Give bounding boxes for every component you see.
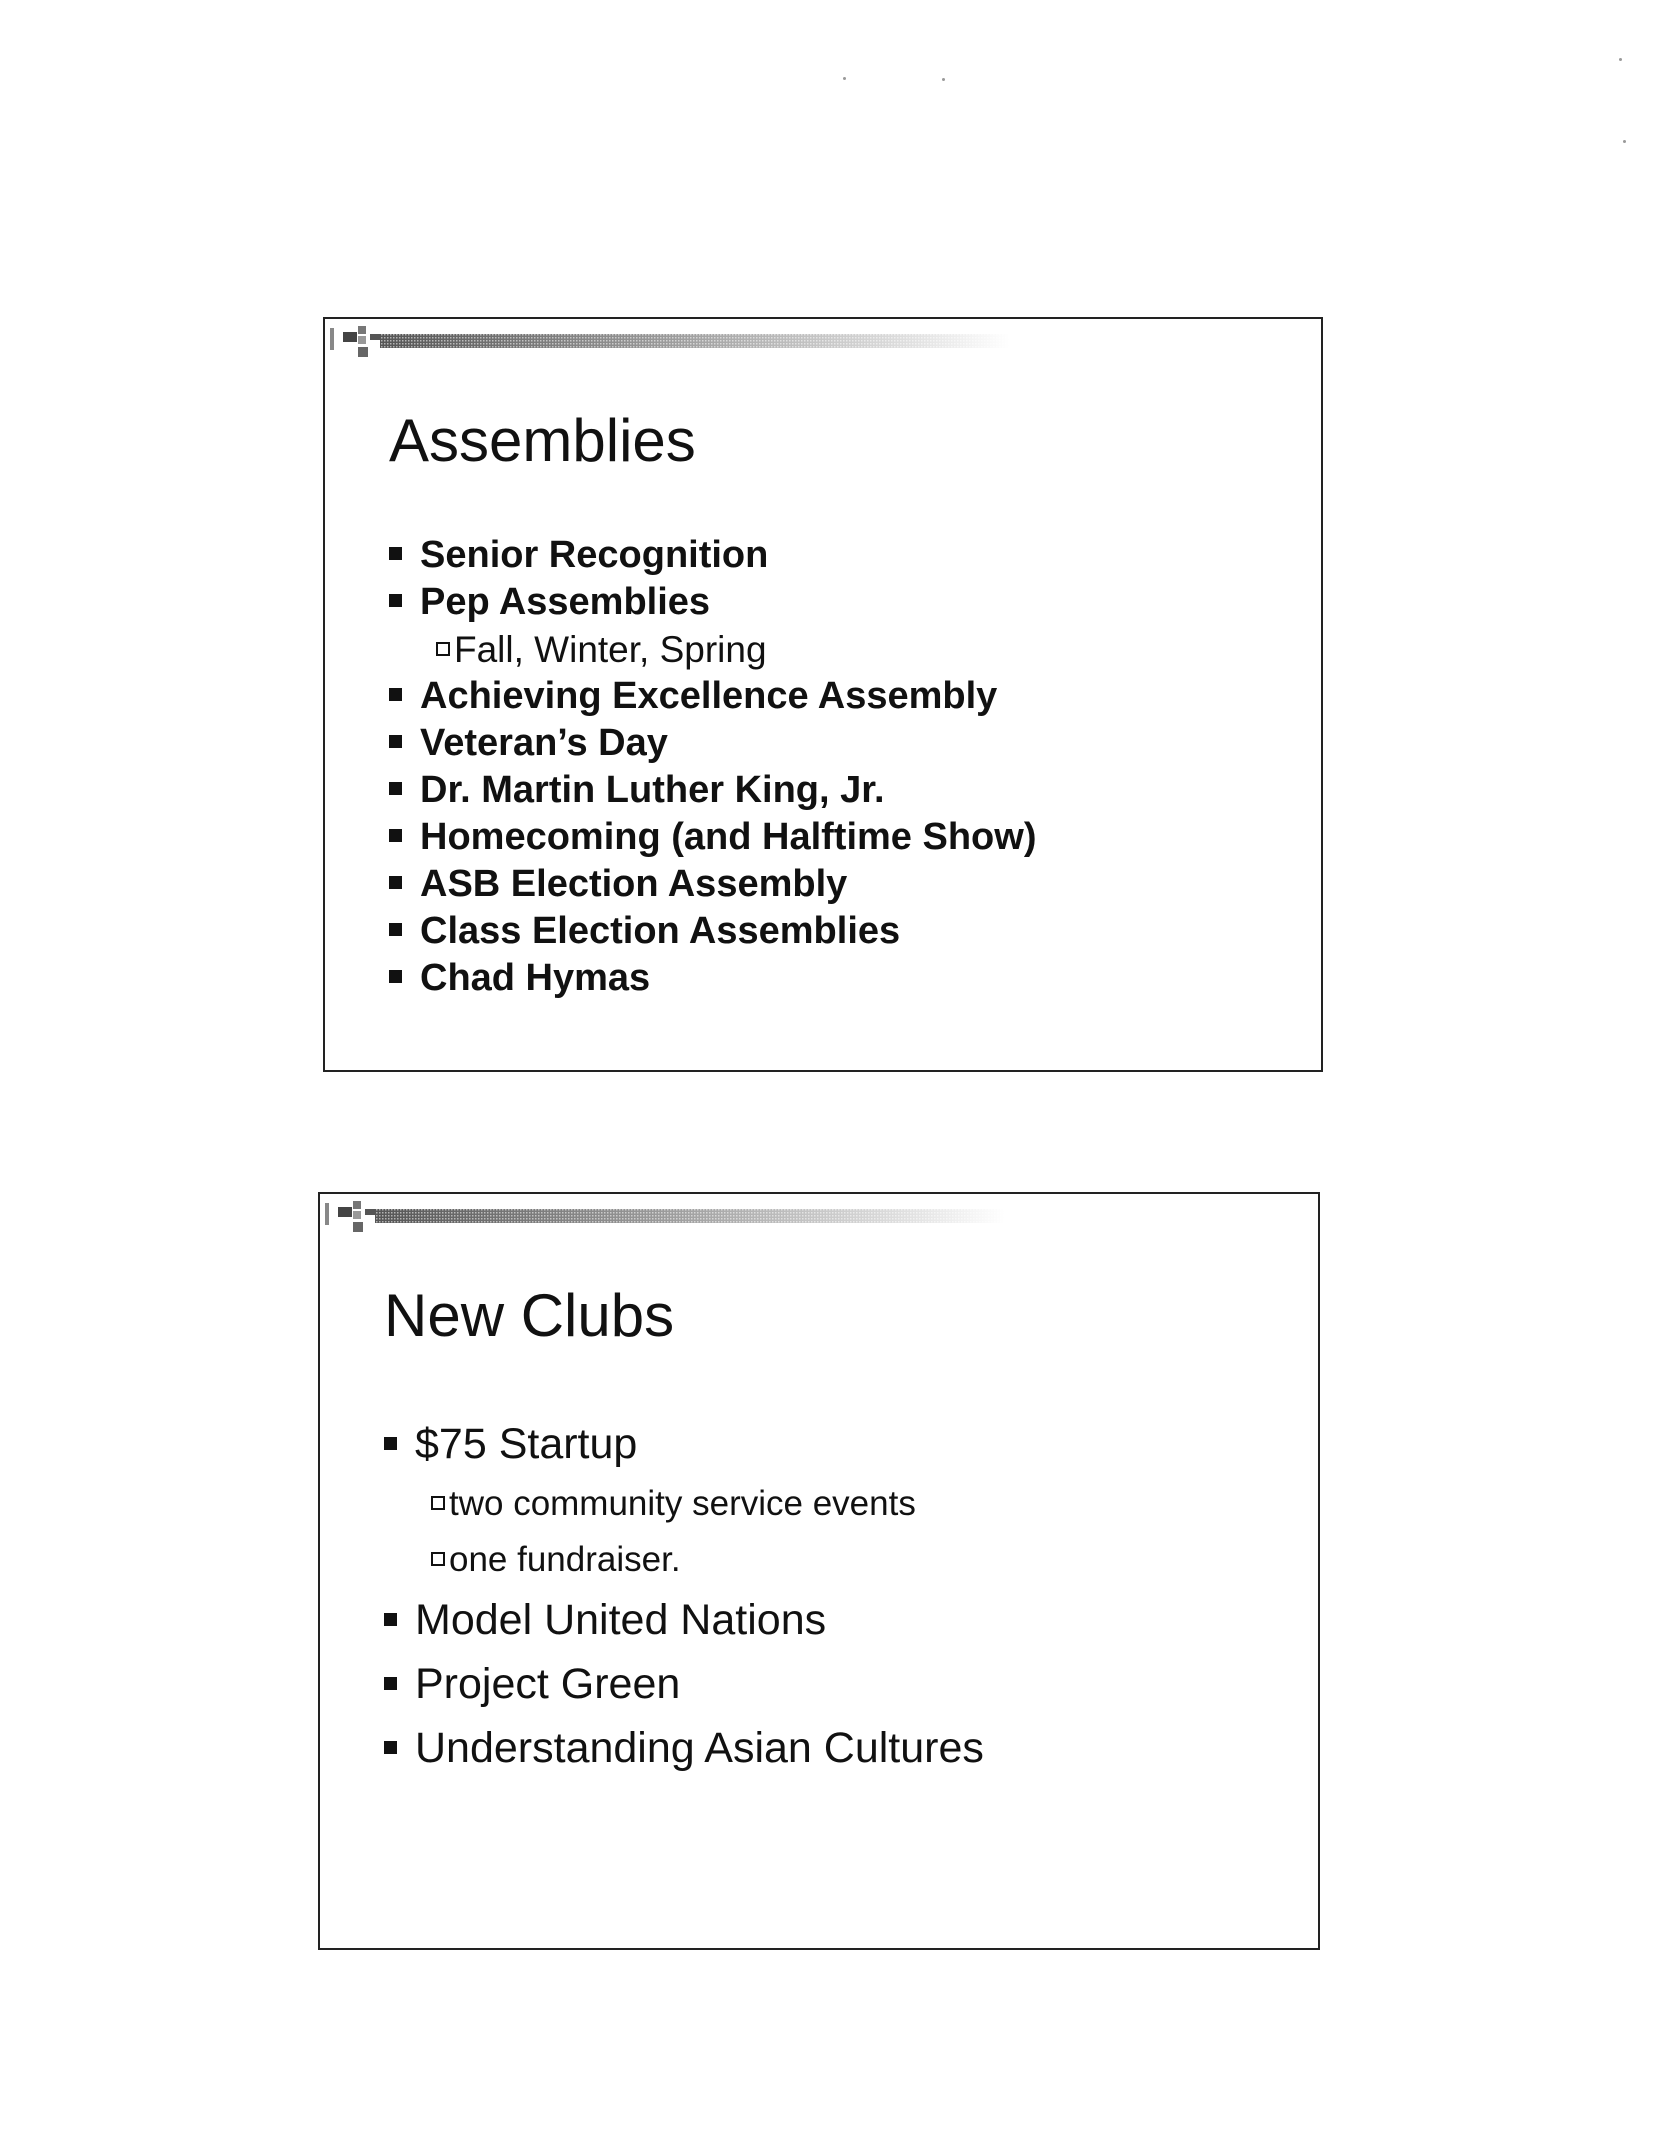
list-item-text: Fall, Winter, Spring bbox=[454, 629, 767, 670]
list-item bbox=[389, 767, 1036, 814]
list-item-text: Veteran’s Day bbox=[420, 722, 668, 764]
slide-title: New Clubs bbox=[384, 1282, 675, 1349]
filled-square-bullet-icon bbox=[389, 970, 402, 983]
filled-square-bullet-icon bbox=[389, 547, 402, 560]
scan-speck bbox=[843, 77, 846, 80]
filled-square-bullet-icon bbox=[389, 829, 402, 842]
slide-banner bbox=[330, 322, 1010, 358]
filled-square-bullet-icon bbox=[384, 1613, 397, 1626]
list-item-text: Chad Hymas bbox=[420, 957, 651, 999]
slide-assemblies bbox=[323, 317, 1323, 1072]
list-item-text: Achieving Excellence Assembly bbox=[420, 675, 998, 717]
filled-square-bullet-icon bbox=[389, 923, 402, 936]
list-item bbox=[389, 720, 1036, 767]
list-item bbox=[384, 1588, 984, 1652]
slide-new-clubs bbox=[318, 1192, 1320, 1950]
list-item-text: Project Green bbox=[415, 1660, 681, 1708]
slide-banner bbox=[325, 1197, 1005, 1233]
list-item-text: two community service events bbox=[449, 1484, 916, 1523]
list-item bbox=[389, 532, 1036, 579]
list-item-text: one fundraiser. bbox=[449, 1540, 681, 1579]
hollow-square-bullet-icon bbox=[436, 642, 450, 656]
bullet-list bbox=[384, 1412, 984, 1780]
list-item-text: Pep Assemblies bbox=[420, 581, 711, 623]
filled-square-bullet-icon bbox=[389, 688, 402, 701]
filled-square-bullet-icon bbox=[389, 594, 402, 607]
sub-list-item bbox=[384, 1532, 984, 1588]
scan-speck bbox=[942, 78, 945, 81]
list-item-text: $75 Startup bbox=[415, 1420, 638, 1468]
list-item bbox=[389, 814, 1036, 861]
list-item-text: Understanding Asian Cultures bbox=[415, 1724, 984, 1772]
list-item-text: Homecoming (and Halftime Show) bbox=[420, 816, 1037, 858]
list-item bbox=[389, 579, 1036, 626]
scan-speck bbox=[1623, 140, 1626, 143]
hollow-square-bullet-icon bbox=[431, 1496, 445, 1510]
sub-list-item bbox=[389, 626, 1036, 673]
filled-square-bullet-icon bbox=[384, 1677, 397, 1690]
list-item-text: Senior Recognition bbox=[420, 534, 769, 576]
list-item bbox=[384, 1716, 984, 1780]
filled-square-bullet-icon bbox=[389, 735, 402, 748]
list-item-text: Class Election Assemblies bbox=[420, 910, 901, 952]
list-item bbox=[389, 955, 1036, 1002]
list-item-text: Model United Nations bbox=[415, 1596, 827, 1644]
slide-title: Assemblies bbox=[389, 407, 696, 474]
filled-square-bullet-icon bbox=[389, 876, 402, 889]
filled-square-bullet-icon bbox=[389, 782, 402, 795]
hollow-square-bullet-icon bbox=[431, 1552, 445, 1566]
filled-square-bullet-icon bbox=[384, 1437, 397, 1450]
list-item-text: Dr. Martin Luther King, Jr. bbox=[420, 769, 885, 811]
list-item bbox=[384, 1652, 984, 1716]
list-item bbox=[389, 673, 1036, 720]
bullet-list bbox=[389, 532, 1036, 1002]
scan-speck bbox=[1619, 58, 1622, 61]
list-item bbox=[384, 1412, 984, 1476]
list-item bbox=[389, 908, 1036, 955]
list-item-text: ASB Election Assembly bbox=[420, 863, 848, 905]
sub-list-item bbox=[384, 1476, 984, 1532]
list-item bbox=[389, 861, 1036, 908]
filled-square-bullet-icon bbox=[384, 1741, 397, 1754]
